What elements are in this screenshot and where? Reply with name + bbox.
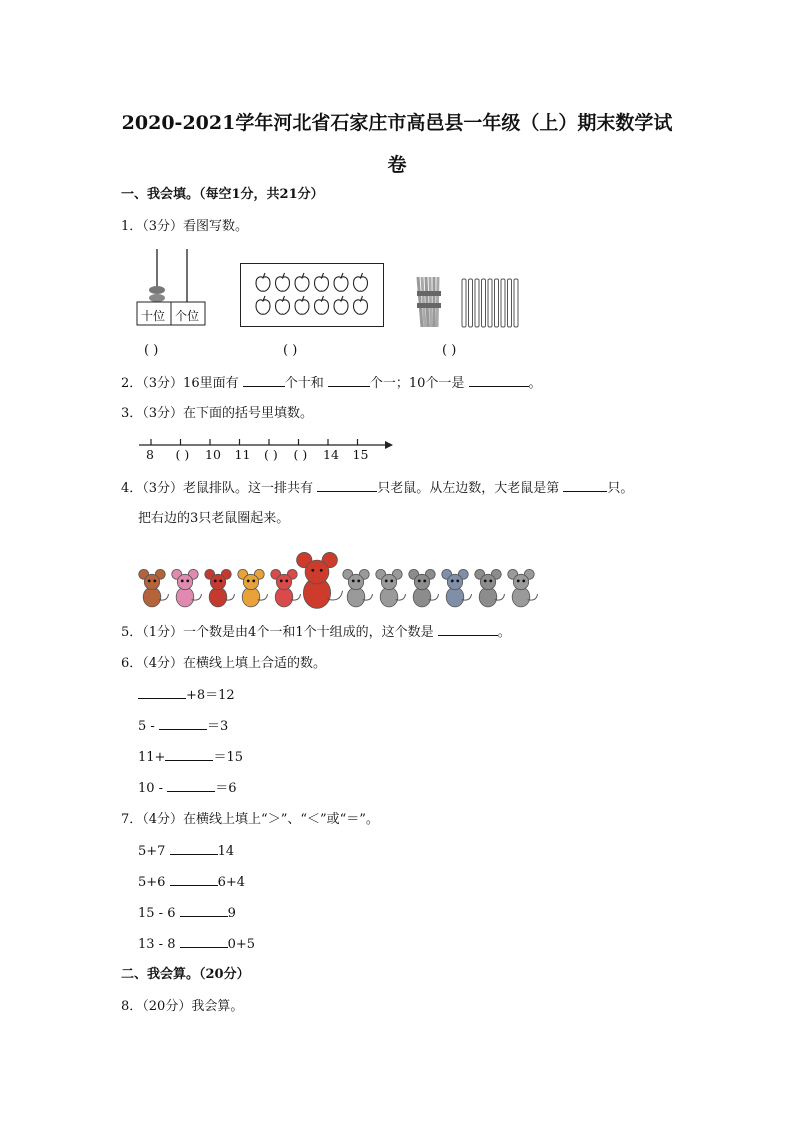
q7-item: 5+6 6+4 [138, 875, 246, 890]
q6-blank[interactable] [138, 686, 186, 699]
q4-blank-position[interactable] [563, 479, 607, 492]
number-line-labels [137, 447, 397, 465]
q6-item: +8＝12 [138, 686, 235, 705]
stick-icon [495, 279, 499, 327]
number-line-blank[interactable]: ( ) [264, 447, 278, 462]
q1-answer-paren-2[interactable]: ( ) [283, 343, 298, 358]
apple-icon [334, 273, 348, 291]
q2-blank-tens[interactable] [243, 374, 285, 387]
number-line-label: 8 [146, 447, 154, 462]
number-line-label: 14 [323, 447, 339, 462]
question-4-line2: 把右边的3只老鼠圈起来。 [138, 511, 290, 526]
abacus-bead [149, 286, 165, 294]
section-2-heading: 二、我会算。（20分） [121, 967, 250, 982]
abacus-label-ones: 个位 [175, 309, 200, 323]
apple-icon [315, 296, 329, 314]
mouse-icon [508, 569, 538, 607]
mouse-icon [139, 569, 169, 607]
question-6: 6．（4分）在横线上填上合适的数。 [121, 656, 327, 671]
q6-item: 11+ ＝15 [138, 750, 243, 765]
abacus-bead [149, 294, 165, 302]
q7-item: 13 - 8 0+5 [138, 937, 256, 952]
question-2: 2．（3分）16里面有 个十和 个一；10个一是 。 [121, 376, 542, 391]
stick-icon [514, 279, 518, 327]
apple-icon [256, 273, 270, 291]
stick-icon [482, 279, 486, 327]
number-line-label: 10 [205, 447, 221, 462]
mouse-icon [442, 569, 472, 607]
number-line-label: 11 [234, 447, 251, 462]
number-line-label: 15 [352, 447, 369, 462]
q6-blank[interactable] [167, 779, 215, 792]
stick-icon [469, 279, 473, 327]
q6-item: 5 - ＝3 [138, 719, 229, 734]
q7-blank[interactable] [180, 904, 228, 917]
q5-blank[interactable] [438, 623, 498, 636]
apple-icon [354, 296, 368, 314]
mouse-icon [238, 569, 268, 607]
stick-icon [475, 279, 479, 327]
question-3: 3．（3分）在下面的括号里填数。 [121, 406, 314, 421]
q1-answer-paren-1[interactable]: ( ) [144, 343, 159, 358]
q7-blank[interactable] [170, 873, 218, 886]
question-4: 4．（3分）老鼠排队。这一排共有 只老鼠。从左边数，大老鼠是第 只。 [121, 481, 634, 496]
abacus-label-tens: 十位 [141, 309, 166, 323]
apple-icon [334, 296, 348, 314]
mouse-icon [205, 569, 235, 607]
stick-icon [508, 279, 512, 327]
apple-icon [315, 273, 329, 291]
apple-icon [354, 273, 368, 291]
apple-icon [276, 273, 290, 291]
q2-blank-ones[interactable] [328, 374, 370, 387]
question-7: 7．（4分）在横线上填上“＞”、“＜”或“＝”。 [121, 812, 379, 827]
q1-answer-paren-3[interactable]: ( ) [442, 343, 457, 358]
q6-blank[interactable] [159, 717, 207, 730]
mice-row-figure [136, 538, 546, 613]
number-line-blank[interactable]: ( ) [293, 447, 308, 462]
apple-icon [295, 273, 309, 291]
stick-icon [488, 279, 492, 327]
stick-icon [501, 279, 505, 327]
apple-icon [276, 296, 290, 314]
mouse-icon [409, 569, 439, 607]
q6-item: 10 - ＝6 [138, 781, 237, 796]
apples-box [240, 263, 384, 327]
bundle-of-ten-sticks [417, 277, 441, 327]
section-1-heading: 一、我会填。（每空1分，共21分） [121, 187, 324, 202]
q4-blank-count[interactable] [317, 479, 377, 492]
mouse-icon [271, 569, 301, 607]
mouse-icon [172, 569, 202, 607]
q6-blank[interactable] [165, 748, 213, 761]
question-1: 1．（3分）看图写数。 [121, 219, 249, 234]
mouse-icon [343, 569, 373, 607]
q7-blank[interactable] [180, 935, 228, 948]
big-mouse-icon [297, 552, 343, 608]
mouse-icon [376, 569, 406, 607]
apple-icon [295, 296, 309, 314]
mouse-icon [475, 569, 505, 607]
apple-icon [256, 296, 270, 314]
number-line-blank[interactable]: ( ) [175, 447, 190, 462]
q7-item: 5+7 14 [138, 844, 235, 859]
q7-blank[interactable] [170, 842, 218, 855]
sticks-figure [408, 245, 538, 335]
document-title-cont: 卷 [387, 154, 407, 176]
q7-item: 15 - 6 9 [138, 906, 236, 921]
question-5: 5．（1分）一个数是由4个一和1个十组成的，这个数是 。 [121, 625, 511, 640]
document-title: 2020-2021学年河北省石家庄市高邑县一年级（上）期末数学试 [121, 112, 673, 134]
stick-icon [462, 279, 466, 327]
question-8: 8．（20分）我会算。 [121, 999, 244, 1014]
q2-blank-ten-ones[interactable] [469, 374, 529, 387]
q1-figures [136, 245, 521, 363]
